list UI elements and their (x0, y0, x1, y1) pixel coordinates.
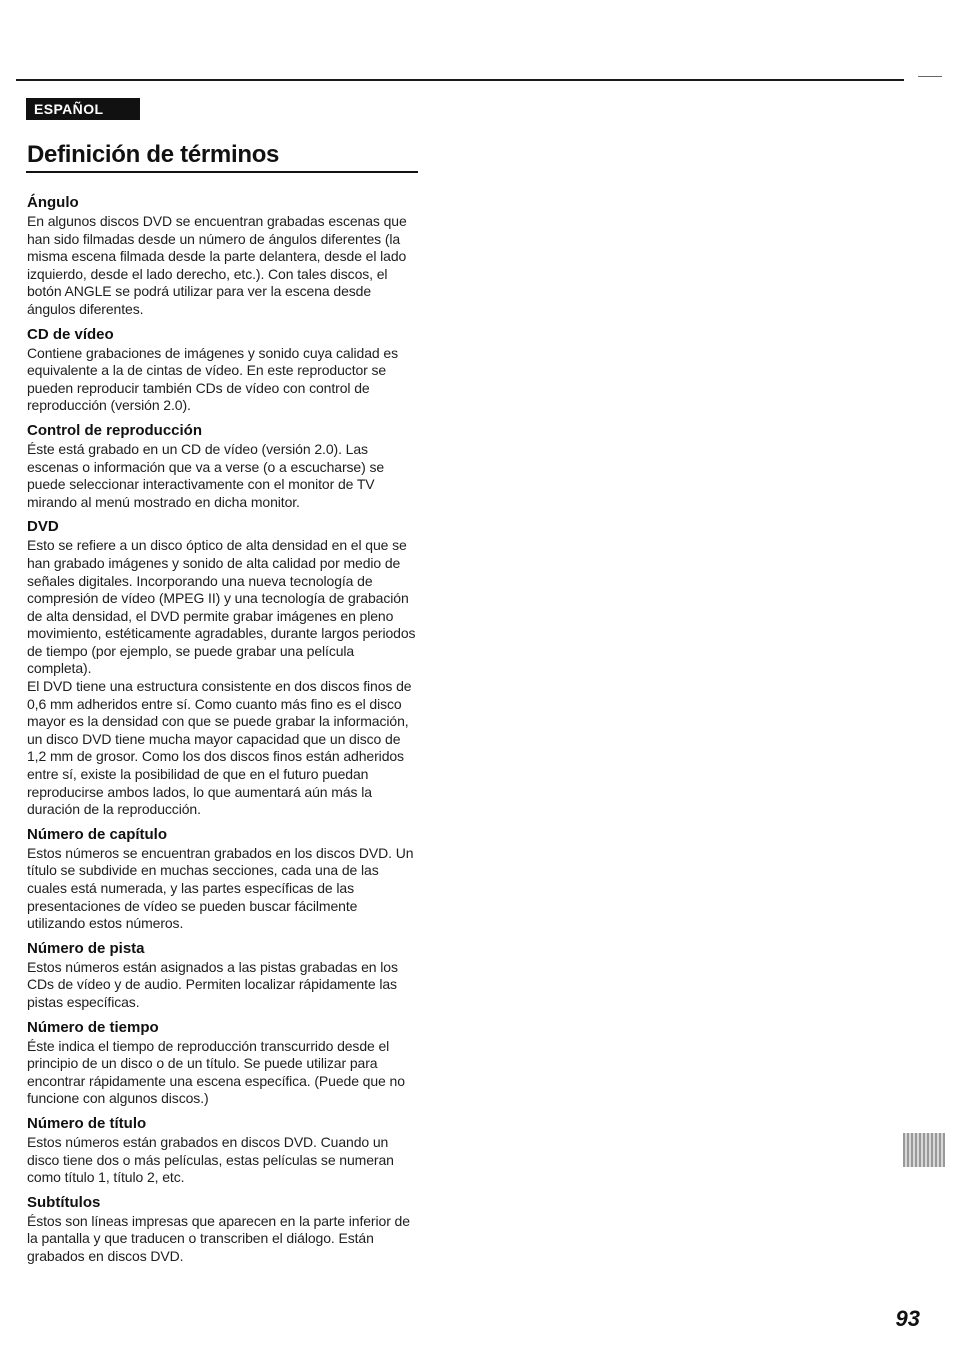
thumb-index-tab (903, 1133, 945, 1167)
term-angulo (27, 193, 419, 319)
term-paragraph: Estos números se encuentran grabados en los discos DVD. Un título se subdivide en muchas secciones, cada una de las cuales está numerada, y las partes específicas de las presentaciones de vídeo se pueden buscar fácilmente utilizando estos números. (27, 844, 414, 932)
term-paragraph: Éstos son líneas impresas que aparecen en la parte inferior de la pantalla y que traducen o transcriben el diálogo. Están grabados en discos DVD. (27, 1212, 410, 1264)
term-paragraph: Éste indica el tiempo de reproducción transcurrido desde el principio de un disco o de un título. Se puede utilizar para encontrar rápidamente una escena específica. (Puede que no funcione con algunos discos.) (27, 1037, 405, 1107)
term-paragraph: Éste está grabado en un CD de vídeo (versión 2.0). Las escenas o información que va a verse (o a escucharse) se puede seleccionar interactivamente con el monitor de TV mirando al menú mostrado en dicha monitor. (27, 440, 385, 510)
term-body (27, 537, 419, 819)
term-paragraph: En algunos discos DVD se encuentran grabadas escenas que han sido filmadas desde un número de ángulos diferentes (la misma escena filmada desde la parte delantera, desde el lado izquierdo, desde el lado derecho, etc.). Con tales discos, el botón ANGLE se podrá utilizar para ver la escena desde ángulos diferentes. (27, 213, 407, 317)
title-underline (26, 171, 418, 173)
page-number: 93 (895, 1306, 920, 1331)
term-subtitulos (27, 1193, 419, 1266)
top-rule (16, 79, 904, 81)
term-title: Ángulo (27, 194, 79, 211)
term-paragraph: Estos números están grabados en discos DVD. Cuando un disco tiene dos o más películas, estas películas se numeran como título 1, título 2, etc. (27, 1133, 394, 1186)
term-control-de-reproduccion (27, 421, 419, 511)
term-numero-de-capitulo (27, 825, 419, 933)
term-title: Número de título (27, 1114, 147, 1132)
term-title: Número de tiempo (27, 1018, 159, 1036)
term-body (27, 345, 419, 415)
term-paragraph: Estos números están asignados a las pistas grabadas en los CDs de vídeo y de audio. Permiten localizar rápidamente las pistas específicas. (27, 958, 398, 1010)
page-title: Definición de términos (27, 141, 280, 168)
term-title: Control de reproducción (27, 421, 203, 439)
term-cd-de-video (27, 325, 419, 415)
term-paragraph: El DVD tiene una estructura consistente en dos discos finos de 0,6 mm adheridos entre sí. Como cuanto más fino es el disco mayor es la densidad con que se puede grabar la información, un disco DVD tiene mucha mayor capacidad que un disco de 1,2 mm de grosor. Como los dos discos finos están adheridos entre sí, existe la posibilidad de que en el futuro puedan reproducirse ambos lados, lo que aumentará aún más la duración de la reproducción. (27, 678, 412, 818)
term-body (27, 959, 419, 1012)
term-title: CD de vídeo (27, 325, 114, 343)
term-body (27, 1038, 419, 1108)
term-body (27, 1134, 419, 1187)
glossary-list (27, 193, 419, 1272)
term-dvd (27, 517, 419, 819)
term-paragraph: Contiene grabaciones de imágenes y sonido cuya calidad es equivalente a la de cintas de vídeo. En este reproductor se pueden reproducir también CDs de vídeo con control de reproducción (versión 2.0). (27, 344, 398, 414)
term-body (27, 1213, 419, 1266)
language-badge: ESPAÑOL (26, 98, 140, 120)
term-numero-de-titulo (27, 1114, 419, 1187)
term-title: Número de pista (27, 939, 145, 957)
term-title: Número de capítulo (27, 825, 168, 843)
term-title: DVD (27, 518, 59, 536)
term-body (27, 213, 419, 319)
term-body (27, 441, 419, 511)
term-paragraph: Esto se refiere a un disco óptico de alta densidad en el que se han grabado imágenes y sonido de alta calidad por medio de señales digitales. Incorporando una nueva tecnología de compresión de vídeo (MPEG II) y una tecnología de grabación de alta densidad, el DVD permite grabar imágenes en pleno movimiento, estéticamente agradables, durante largos periodos de tiempo (por ejemplo, se puede grabar una película completa). (27, 537, 416, 677)
term-title: Subtítulos (27, 1193, 101, 1211)
term-numero-de-tiempo (27, 1018, 419, 1108)
term-numero-de-pista (27, 939, 419, 1012)
term-body (27, 845, 419, 933)
top-rule-end (918, 76, 942, 77)
